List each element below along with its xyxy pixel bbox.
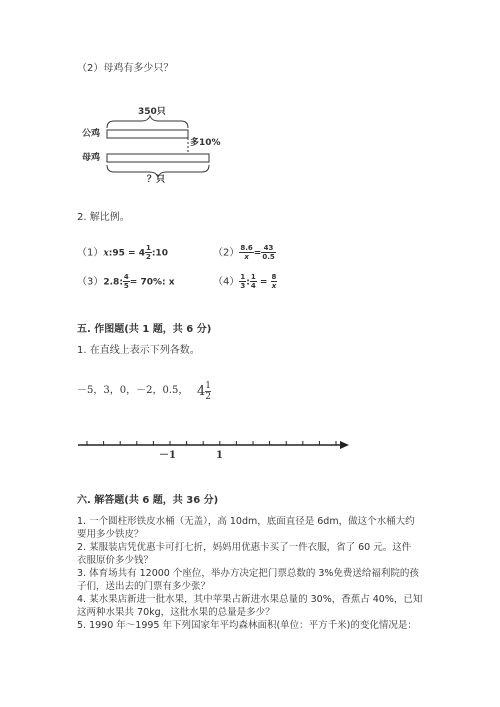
question-title: （2）母鸡有多少只？ (77, 63, 174, 74)
fraction: $\frac{1}{2}$ (205, 381, 212, 402)
question-text: 5. 1990 年～1995 年下列国家年平均森林面积(单位：平方千米)的变化情况是： (77, 620, 417, 631)
question-text: 1. 一个圆柱形铁皮水桶（无盖），高 10dm，底面直径是 6dm，做这个水桶大约 (77, 516, 415, 527)
problem-label: （3） (77, 276, 104, 288)
question-text: 这两种水果共 70kg，这批水果的总量是多少？ (77, 607, 275, 618)
problem-2: （2） $\frac{8.6}{x}$ = $\frac{43}{0.5}$ (213, 244, 275, 261)
fraction: $\frac{43}{0.5}$ (262, 244, 275, 261)
problem-4: （4） $\frac{1}{3}$ : $\frac{1}{4}$ = $\frac{8}{x}$ (213, 273, 277, 290)
problem-label: （2） (213, 247, 240, 259)
fraction: $\frac{4}{5}$ (123, 273, 129, 290)
question-text: 1. 在直线上表示下列各数。 (77, 345, 200, 356)
fraction: $\frac{1}{3}$ (240, 273, 246, 290)
question-text: 4. 某水果店新进一批水果，其中苹果占新进水果总量的 30%，香蕉占 40%，已知 (77, 594, 423, 605)
question-title: 2. 解比例。 (77, 212, 130, 223)
axis-arrow (340, 441, 349, 449)
bottom-label: ？只 (147, 175, 166, 185)
expr-tail: :10 (151, 248, 168, 259)
numbers-list: －5，3，0，－2，0.5， (77, 385, 189, 396)
gongji-label: 公鸡 (82, 129, 101, 139)
problem-3: （3）2.8: $\frac{4}{5}$ = 70%: x (77, 273, 175, 290)
whole-number: 4 (138, 248, 145, 259)
axis-label-neg1: －1 (159, 450, 176, 461)
question-text: 2. 某服装店凭优惠卡可打七折，妈妈用优惠卡买了一件衣服，省了 60 元。这件 (77, 542, 412, 553)
more-label: 多10% (190, 138, 221, 148)
section-title: 六. 解答题(共 6 题，共 36 分) (77, 495, 219, 506)
axis-label-1: 1 (216, 450, 223, 461)
question-text: 衣服原价多少钱？ (77, 555, 154, 566)
problem-label: （4） (213, 276, 240, 288)
question-text: 子们，送出去的门票有多少张？ (77, 581, 211, 592)
section-title: 五. 作图题(共 1 题，共 6 分) (77, 324, 212, 335)
problem-label: （1） (77, 247, 104, 259)
fraction: $\frac{1}{2}$ (145, 244, 151, 261)
top-label: 350只 (138, 107, 166, 117)
problem-1: （1）x:95 = 4 $\frac{1}{2}$ :10 (77, 244, 168, 261)
mixed-number: 4 $\frac{1}{2}$ (197, 381, 212, 402)
question-text: 3. 体育场共有 12000 个座位，举办方决定把门票总数的 3%免费送给福利院的孩 (77, 568, 419, 579)
fraction: $\frac{1}{4}$ (250, 273, 256, 290)
fraction: $\frac{8}{x}$ (271, 273, 277, 290)
fraction: $\frac{8.6}{x}$ (240, 244, 253, 261)
muji-label: 母鸡 (82, 153, 101, 163)
question-text: 要用多少铁皮？ (77, 529, 144, 540)
